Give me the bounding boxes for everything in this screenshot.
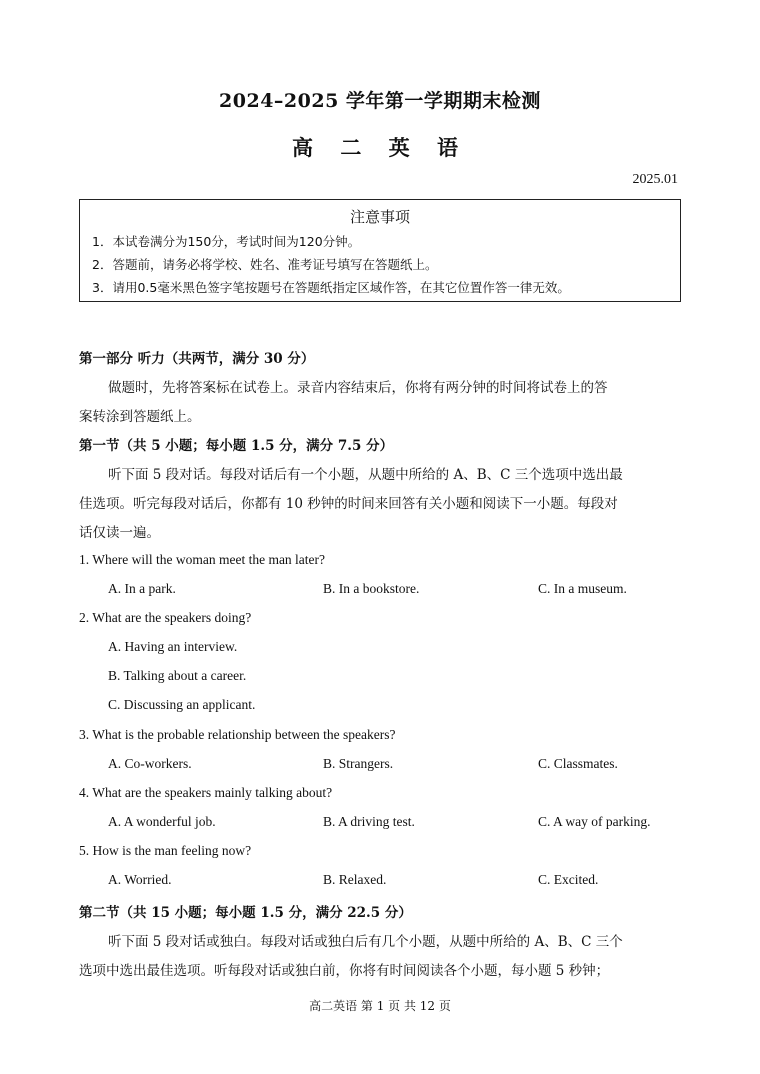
- question-1: 1. Where will the woman meet the man later?: [79, 552, 326, 567]
- section1-intro: 佳选项。听完每段对话后，你都有 10 秒钟的时间来回答有关小题和阅读下一小题。每段对: [79, 496, 618, 512]
- q4-option-a: A. A wonderful job.: [108, 814, 216, 829]
- question-2: 2. What are the speakers doing?: [79, 610, 252, 625]
- q5-option-a: A. Worried.: [108, 872, 172, 887]
- q4-option-c: C. A way of parking.: [538, 814, 651, 829]
- q1-option-b: B. In a bookstore.: [323, 581, 420, 596]
- page-footer: 高二英语 第 1 页 共 12 页: [309, 999, 451, 1013]
- section1-heading: 第一节（共 5 小题；每小题 1.5 分，满分 7.5 分）: [79, 438, 394, 454]
- q4-option-b: B. A driving test.: [323, 814, 415, 829]
- exam-title: 2024–2025 学年第一学期期末检测: [219, 90, 541, 112]
- section1-intro: 话仅读一遍。: [79, 525, 160, 541]
- question-4: 4. What are the speakers mainly talking about?: [79, 785, 333, 800]
- part1-heading: 第一部分 听力（共两节，满分 30 分）: [79, 351, 315, 367]
- q3-option-a: A. Co-workers.: [108, 756, 192, 771]
- q1-option-a: A. In a park.: [108, 581, 176, 596]
- q5-option-b: B. Relaxed.: [323, 872, 387, 887]
- q2-option-b: B. Talking about a career.: [108, 668, 247, 683]
- q2-option-c: C. Discussing an applicant.: [108, 697, 256, 712]
- q5-option-c: C. Excited.: [538, 872, 599, 887]
- exam-date: 2025.01: [632, 172, 678, 187]
- q2-option-a: A. Having an interview.: [108, 639, 238, 654]
- section2-heading: 第二节（共 15 小题；每小题 1.5 分，满分 22.5 分）: [79, 905, 412, 921]
- part1-intro: 做题时，先将答案标在试卷上。录音内容结束后，你将有两分钟的时间将试卷上的答: [108, 380, 608, 396]
- notice-item: 1．本试卷满分为150分，考试时间为120分钟。: [92, 234, 361, 249]
- notice-box: [79, 199, 681, 302]
- notice-item: 2．答题前，请务必将学校、姓名、准考证号填写在答题纸上。: [92, 257, 438, 272]
- part1-intro: 案转涂到答题纸上。: [79, 409, 201, 425]
- question-5: 5. How is the man feeling now?: [79, 843, 252, 858]
- q1-option-c: C. In a museum.: [538, 581, 627, 596]
- q3-option-c: C. Classmates.: [538, 756, 618, 771]
- question-3: 3. What is the probable relationship between the speakers?: [79, 727, 396, 742]
- section2-intro: 听下面 5 段对话或独白。每段对话或独白后有几个小题，从题中所给的 A、B、C 三个: [108, 934, 623, 950]
- subject-title: 高 二 英 语: [292, 135, 468, 160]
- section1-intro: 听下面 5 段对话。每段对话后有一个小题，从题中所给的 A、B、C 三个选项中选出最: [108, 467, 623, 483]
- section2-intro: 选项中选出最佳选项。听每段对话或独白前，你将有时间阅读各个小题，每小题 5 秒钟；: [79, 963, 610, 979]
- notice-item: 3．请用0.5毫米黑色签字笔按题号在答题纸指定区域作答，在其它位置作答一律无效。: [92, 280, 570, 295]
- q3-option-b: B. Strangers.: [323, 756, 394, 771]
- notice-title: 注意事项: [349, 208, 410, 226]
